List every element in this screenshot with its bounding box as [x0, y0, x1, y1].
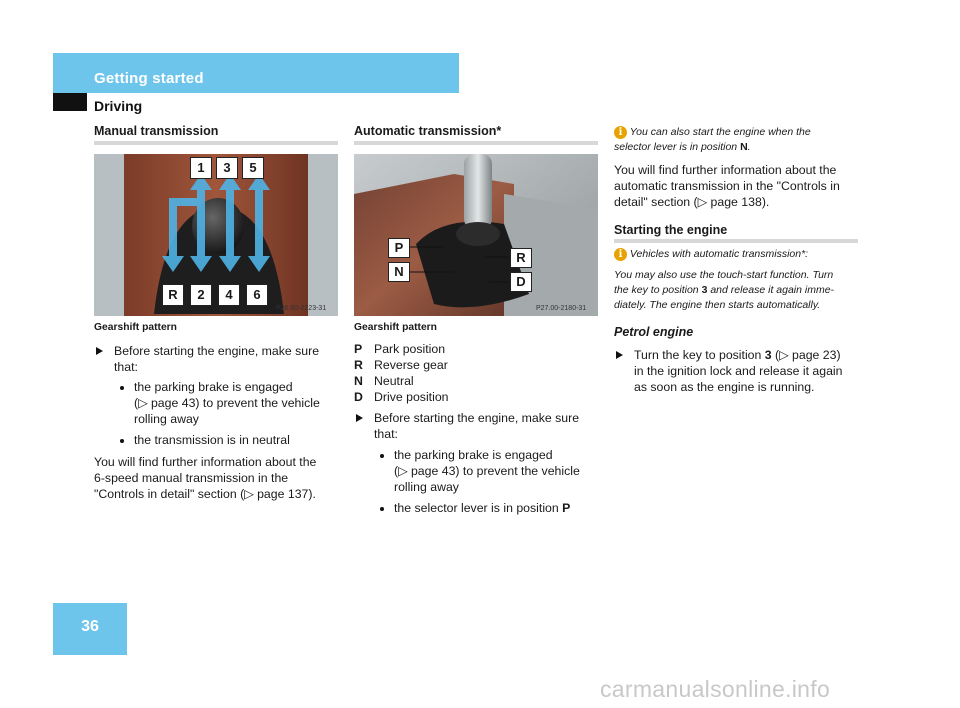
page-number: 36 [81, 618, 99, 635]
watermark: carmanualsonline.info [600, 676, 831, 702]
automatic-selector-photo [354, 154, 598, 316]
position-item [354, 357, 604, 373]
automatic-step-text: Before starting the engine, make sure that: [374, 411, 580, 441]
automatic-heading-rule [354, 141, 598, 145]
para-line: detail" section (▷ page 138). [614, 195, 770, 209]
subsection-marker [53, 93, 87, 111]
manual-heading-rule [94, 141, 338, 145]
info-note-line: diately. The engine then starts automatically. [614, 299, 821, 311]
subsection-title: Driving [94, 98, 143, 114]
info-note-line: selector lever is in position N. [614, 141, 751, 153]
manual-photo-caption: Gearshift pattern [94, 322, 177, 333]
bullet-icon [120, 386, 124, 390]
manual-heading: Manual transmission [94, 124, 219, 138]
manual-gears-bottom [162, 284, 272, 306]
selector-label: D [510, 272, 532, 292]
bullet-line: the parking brake is engaged [394, 448, 553, 462]
manual-gearshift-photo [94, 154, 338, 316]
automatic-heading: Automatic transmission* [354, 124, 502, 138]
position-label: Neutral [374, 374, 414, 388]
para-line: You will find further information about the [94, 455, 317, 469]
info-icon: i [614, 126, 627, 139]
petrol-engine-subheading: Petrol engine [614, 325, 694, 339]
step-arrow-icon [96, 347, 103, 355]
bullet-icon [120, 439, 124, 443]
step-arrow-icon [356, 414, 363, 422]
info-note-line: You may also use the touch-start function. Turn [614, 269, 834, 281]
info-note-line: the key to position 3 and release it again imme- [614, 284, 835, 296]
step-line: as soon as the engine is running. [634, 380, 815, 394]
bullet-line: rolling away [394, 480, 459, 494]
position-item [354, 341, 604, 357]
info-note-2 [614, 247, 864, 313]
automatic-bullet-1 [374, 447, 604, 495]
automatic-bullet-2 [374, 500, 604, 516]
position-list [354, 341, 604, 405]
info-note-line: i You can also start the engine when the [614, 125, 864, 140]
para-line: 6-speed manual transmission in the [94, 471, 289, 485]
automatic-step [354, 410, 604, 442]
position-key: D [354, 390, 363, 404]
photo-code: P27.00-2180-31 [536, 305, 587, 312]
gear-label: 5 [242, 157, 264, 179]
selector-label: R [510, 248, 532, 268]
manual-step-text: Before starting the engine, make sure that: [114, 344, 320, 374]
position-key: R [354, 358, 363, 372]
selector-label: N [388, 262, 410, 282]
manual-bullet-2 [114, 432, 344, 448]
bullet-line: the transmission is in neutral [134, 433, 290, 447]
gear-label: 4 [218, 284, 240, 306]
info-note-1 [614, 125, 864, 155]
position-key: N [354, 374, 363, 388]
automatic-photo-caption: Gearshift pattern [354, 322, 437, 333]
info-icon: i [614, 248, 627, 261]
bullet-line: rolling away [134, 412, 199, 426]
petrol-step [614, 347, 864, 395]
bullet-icon [380, 507, 384, 511]
manual-info-paragraph [94, 454, 344, 502]
bullet-line: (▷ page 43) to prevent the vehicle [394, 464, 580, 478]
gear-label: 6 [246, 284, 268, 306]
bullet-line: the selector lever is in position P [394, 501, 571, 515]
para-line: "Controls in detail" section (▷ page 137). [94, 487, 316, 501]
starting-engine-heading: Starting the engine [614, 223, 728, 237]
step-line: in the ignition lock and release it again [634, 364, 843, 378]
gear-label: 2 [190, 284, 212, 306]
selector-label: P [388, 238, 410, 258]
position-item [354, 373, 604, 389]
manual-step [94, 343, 344, 375]
position-label: Reverse gear [374, 358, 448, 372]
gear-label: 1 [190, 157, 212, 179]
manual-gears-top [190, 157, 262, 179]
section-title: Getting started [94, 70, 204, 87]
starting-engine-rule [614, 239, 858, 243]
gear-label: R [162, 284, 184, 306]
bullet-line: the parking brake is engaged [134, 380, 293, 394]
automatic-info-paragraph [614, 162, 864, 210]
step-line: Turn the key to position 3 (▷ page 23) [634, 348, 841, 362]
position-label: Park position [374, 342, 446, 356]
manual-bullet-1 [114, 379, 344, 427]
step-arrow-icon [616, 351, 623, 359]
para-line: You will find further information about the [614, 163, 837, 177]
automatic-selector-illustration [354, 154, 598, 316]
bullet-line: (▷ page 43) to prevent the vehicle [134, 396, 320, 410]
info-note-title: i Vehicles with automatic transmission*: [614, 247, 864, 262]
position-label: Drive position [374, 390, 449, 404]
photo-code: P26.60-2223-31 [276, 305, 327, 312]
bullet-icon [380, 454, 384, 458]
gear-label: 3 [216, 157, 238, 179]
para-line: automatic transmission in the "Controls in [614, 179, 840, 193]
position-item [354, 389, 604, 405]
position-key: P [354, 342, 363, 356]
